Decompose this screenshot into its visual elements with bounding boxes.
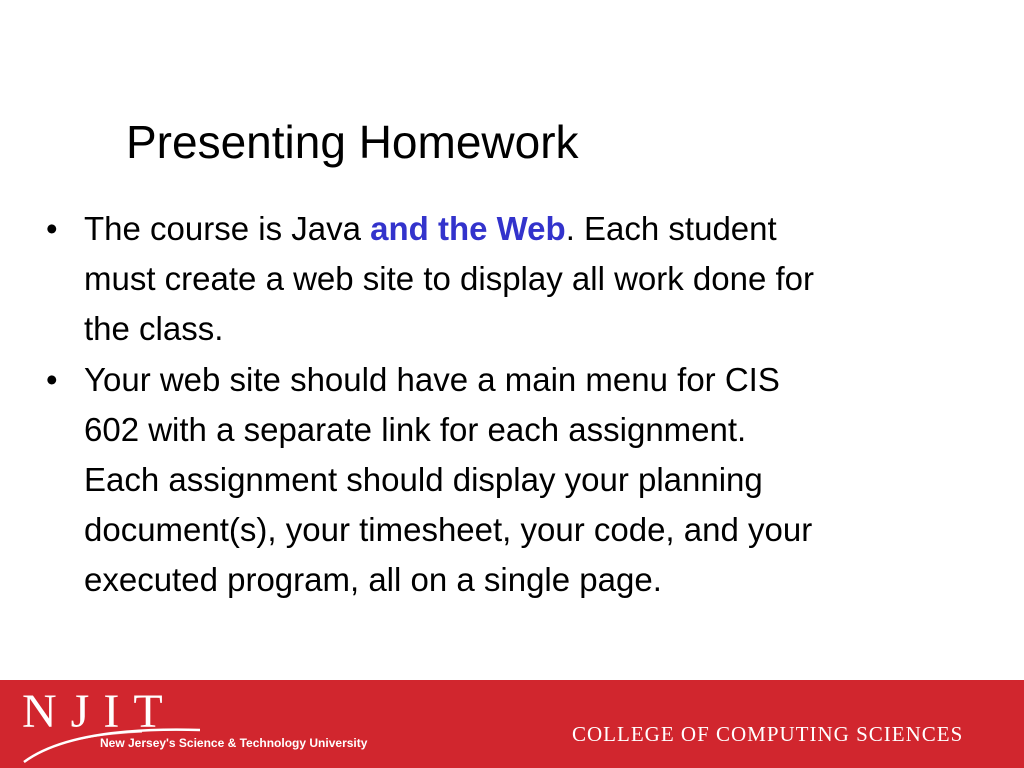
bullet-line: must create a web site to display all work done for: [84, 260, 815, 297]
bullet-line: Your web site should have a main menu for CIS: [84, 361, 780, 398]
bullet-line: document(s), your timesheet, your code, and your: [84, 511, 813, 548]
bullet-line: Each assignment should display your planning: [84, 461, 763, 498]
college-name: COLLEGE OF COMPUTING SCIENCES: [572, 722, 964, 746]
bullet-line: executed program, all on a single page.: [84, 561, 662, 598]
njit-logo: NJIT: [22, 685, 177, 738]
university-tagline: New Jersey's Science & Technology University: [100, 736, 368, 750]
bullet-dot: •: [46, 210, 58, 247]
bullet-text: . Each student: [565, 210, 777, 247]
bullet-text: The course is Java: [84, 210, 371, 247]
bullet-line: [84, 204, 777, 254]
bullet-dot: •: [46, 361, 58, 398]
bullet-line: 602 with a separate link for each assignment.: [84, 411, 747, 448]
highlight-text: and the Web: [370, 210, 566, 247]
slide-title: Presenting Homework: [126, 116, 579, 168]
bullet-line: the class.: [84, 310, 224, 347]
